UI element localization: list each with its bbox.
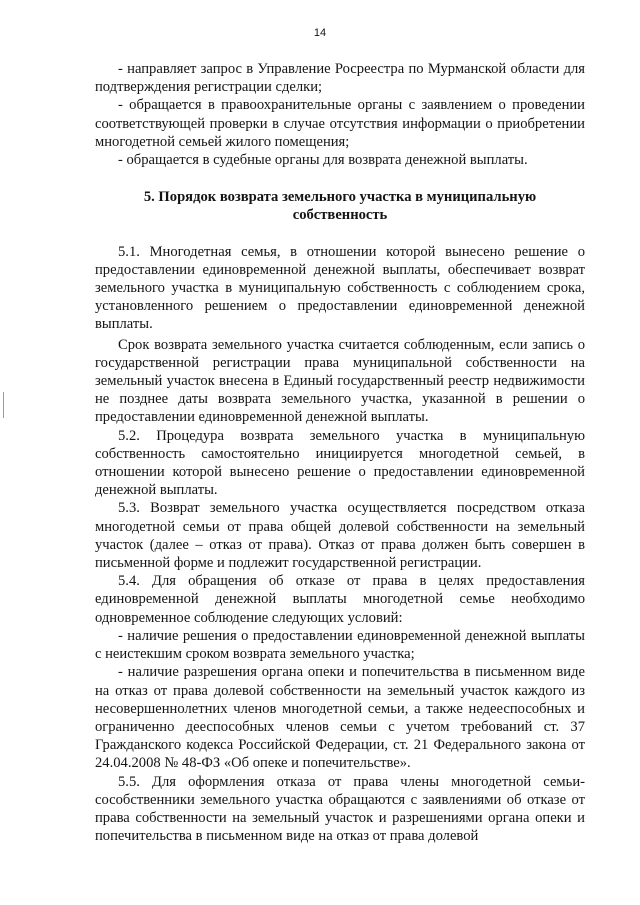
- paragraph-law-enforcement: - обращается в правоохранительные органы с заявлением о проведении соответствующей проверки в случае отсутствия информации о приобретении многодетной семьей жилого помещения;: [95, 97, 585, 150]
- paragraph-condition-guardianship: - наличие разрешения органа опеки и попечительства в письменном виде на отказ от права долевой собственности на земельный участок каждого из несовершеннолетних членов многодетной семьи, а также недееспособных и ограниченно дееспособных членов семьи с учетом требований ст. 37 Гражданского кодекса Российской Федерации, ст. 21 Федерального закона от 24.04.2008 № 48-ФЗ «Об опеке и попечительстве».: [95, 664, 585, 772]
- paragraph-rosreestr-request: - направляет запрос в Управление Росреестра по Мурманской области для подтверждения регистрации сделки;: [95, 61, 585, 96]
- margin-mark: [3, 392, 4, 418]
- paragraph-condition-decision: - наличие решения о предоставлении единовременной денежной выплаты с неистекшим сроком возврата земельного участка;: [95, 627, 585, 663]
- document-body: [95, 60, 585, 845]
- paragraph-5-4: 5.4. Для обращения об отказе от права в целях предоставления единовременной денежной выплаты многодетной семье необходимо одновременное соблюдение следующих условий:: [95, 573, 585, 626]
- section-title: 5. Порядок возврата земельного участка в муниципальную собственность: [143, 189, 537, 224]
- paragraph-return-deadline: Срок возврата земельного участка считается соблюденным, если запись о государственной регистрации права муниципальной собственности на земельный участок внесена в Единый государственный реестр недвижимости не позднее даты возврата земельного участка, указанной в решении о предоставлении единовременной денежной выплаты.: [95, 336, 585, 426]
- paragraph-court-return: - обращается в судебные органы для возврата денежной выплаты.: [118, 152, 528, 169]
- paragraph-5-1: 5.1. Многодетная семья, в отношении которой вынесено решение о предоставлении единовременной денежной выплаты, обеспечивает возврат земельного участка в муниципальную собственность с соблюдением срока, установленного решением о предоставлении единовременной денежной выплаты.: [95, 243, 585, 333]
- page-number: 14: [313, 27, 327, 39]
- paragraph-5-5: 5.5. Для оформления отказа от права члены многодетной семьи-сособственники земельного участка обращаются с заявлениями об отказе от права собственности на земельный участок и разрешениями органа опеки и попечительства в письменном виде на отказ от права долевой: [95, 773, 585, 845]
- paragraph-5-3: 5.3. Возврат земельного участка осуществляется посредством отказа многодетной семьи от права общей долевой собственности на земельный участок (далее – отказ от права). Отказ от права должен быть совершен в письменной форме и подлежит государственной регистрации.: [95, 500, 585, 572]
- paragraph-5-2: 5.2. Процедура возврата земельного участка в муниципальную собственность самостоятельно инициируется многодетной семьей, в отношении которой вынесено решение о предоставлении единовременной денежной выплаты.: [95, 427, 585, 499]
